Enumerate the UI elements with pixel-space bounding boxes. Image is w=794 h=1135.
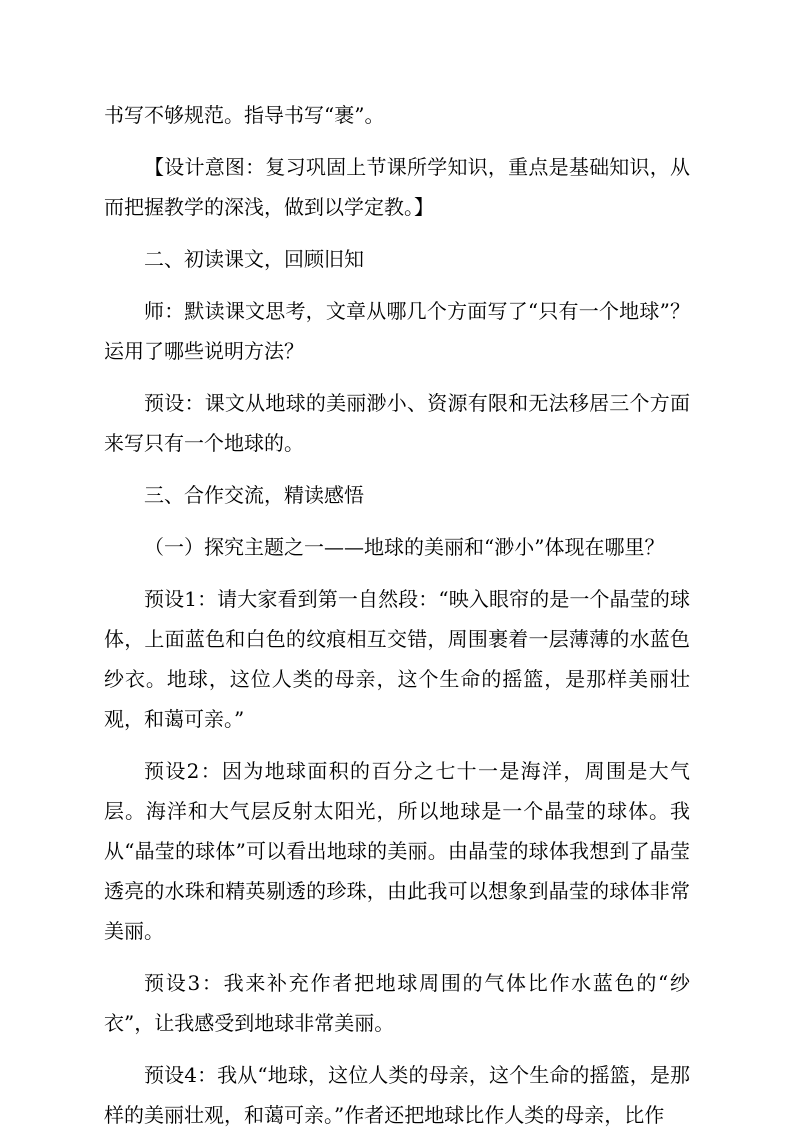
paragraph-continuation: 书写不够规范。指导书写“裹”。 (104, 103, 385, 127)
paragraph-teacher-question: 师：默读课文思考，文章从哪几个方面写了“只有一个地球”？运用了哪些说明方法？ (104, 299, 690, 363)
paragraph-preset-1: 预设1：请大家看到第一自然段：“映入眼帘的是一个晶莹的球体，上面蓝色和白色的纹痕相互交错，周围裹着一层薄薄的水蓝色纱衣。地球，这位人类的母亲，这个生命的摇篮，是那样美丽壮观，和蔼可亲。” (104, 587, 690, 731)
paragraph-preset-2: 预设2：因为地球面积的百分之七十一是海洋，周围是大气层。海洋和大气层反射太阳光，所以地球是一个晶莹的球体。我从“晶莹的球体”可以看出地球的美丽。由晶莹的球体我想到了晶莹透亮的水珠和精英剔透的珍珠，由此我可以想象到晶莹的球体非常美丽。 (104, 759, 690, 943)
paragraph-preset-3: 预设3：我来补充作者把地球周围的气体比作水蓝色的“纱衣”，让我感受到地球非常美丽。 (104, 971, 690, 1035)
paragraph-preset-answer: 预设：课文从地球的美丽渺小、资源有限和无法移居三个方面来写只有一个地球的。 (104, 391, 690, 455)
subsection-heading-1: （一）探究主题之一——地球的美丽和“渺小”体现在哪里？ (144, 535, 665, 559)
paragraph-preset-4: 预设4：我从“地球，这位人类的母亲，这个生命的摇篮，是那样的美丽壮观，和蔼可亲。”作者还把地球比作人类的母亲，比作 (104, 1063, 690, 1127)
section-heading-3: 三、合作交流，精读感悟 (144, 483, 364, 507)
section-heading-2: 二、初读课文，回顾旧知 (144, 247, 364, 271)
paragraph-design-intent: 【设计意图：复习巩固上节课所学知识，重点是基础知识，从而把握教学的深浅，做到以学定教。】 (104, 155, 690, 219)
